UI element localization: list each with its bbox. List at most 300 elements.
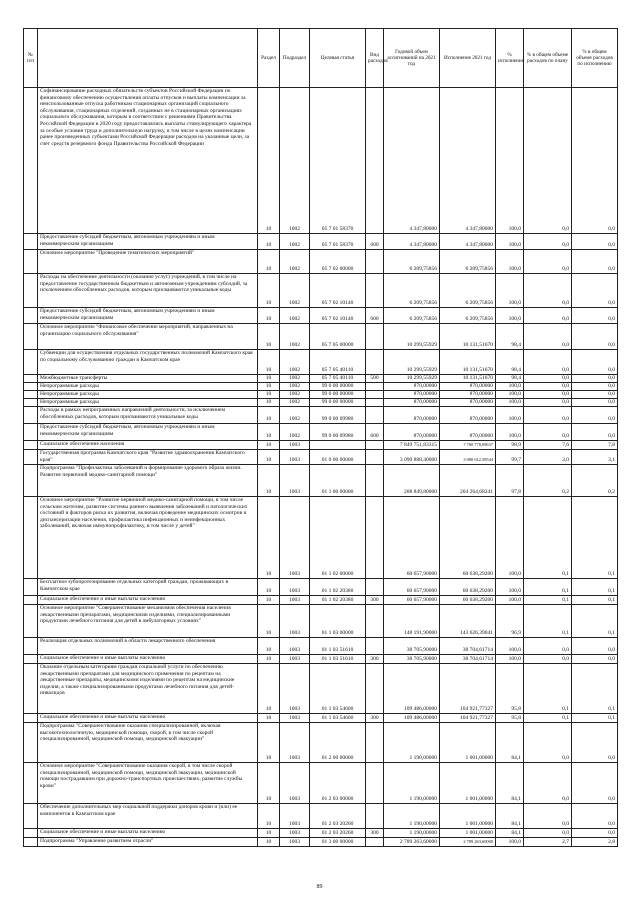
cell-pct: 100,0 [496, 383, 524, 391]
cell-subsection: 1003 [280, 804, 310, 829]
table-row [24, 450, 618, 465]
cell-exp-type [366, 579, 384, 596]
cell-num [24, 407, 38, 424]
cell-subsection: 1003 [280, 441, 310, 450]
header-plan: Годовой объем ассигнований на 2021 год [384, 29, 440, 88]
cell-share-total: 7,6 [524, 441, 572, 450]
cell-target: 05 7 01 58370 [310, 234, 366, 250]
cell-section: 10 [258, 274, 280, 308]
cell-section: 10 [258, 714, 280, 723]
cell-pct: 84,1 [496, 829, 524, 838]
cell-exp-type [366, 465, 384, 497]
cell-name: Предоставление субсидий бюджетным, автономным учреждениям и иным некоммерческим организациям [38, 424, 258, 441]
cell-exp-type [366, 763, 384, 804]
cell-target: 99 0 00 00000 [310, 399, 366, 407]
table-row [24, 605, 618, 638]
cell-pct: 98,4 [496, 375, 524, 383]
table-row [24, 465, 618, 497]
cell-fact: 1 001,00000 [440, 763, 496, 804]
cell-plan: 6 209,75856 [384, 308, 440, 324]
cell-num [24, 234, 38, 250]
cell-num [24, 274, 38, 308]
table-row [24, 838, 618, 847]
cell-target: 05 7 02 10140 [310, 274, 366, 308]
cell-subsection: 1002 [280, 407, 310, 424]
table-row [24, 375, 618, 383]
cell-pct: 100,0 [496, 399, 524, 407]
cell-pct: 95,8 [496, 664, 524, 714]
cell-share-total: 0,0 [524, 375, 572, 383]
cell-exp-type [366, 804, 384, 829]
cell-share-total: 0,0 [524, 350, 572, 375]
cell-plan: 38 705,90000 [384, 638, 440, 655]
cell-exp-type [366, 399, 384, 407]
cell-plan: 4 347,80000 [384, 88, 440, 234]
cell-plan: 2 789 263,60000 [384, 838, 440, 847]
cell-share-exec: 2,8 [572, 838, 618, 847]
cell-share-total: 0,1 [524, 714, 572, 723]
cell-fact: 4 347,80000 [440, 234, 496, 250]
cell-name: Основное мероприятие "Развитие первичной медико-санитарной помощи, в том числе сельским жителям, развитие системы раннего выявления заболеваний и патологических состояний и факторов риска их развития, включая проведение медицинских осмотров и диспансеризации населения, профилактика инфекционных и неинфекционных заболеваний, включая иммунопрофилактику, в том числе у детей" [38, 497, 258, 579]
cell-subsection: 1002 [280, 350, 310, 375]
table-row [24, 655, 618, 664]
cell-target: 05 7 02 00000 [310, 250, 366, 274]
table-row [24, 308, 618, 324]
cell-exp-type [366, 723, 384, 763]
cell-num [24, 383, 38, 391]
cell-exp-type [366, 497, 384, 579]
cell-section: 10 [258, 655, 280, 664]
cell-pct: 98,4 [496, 350, 524, 375]
cell-name: Социальное обеспечение и иные выплаты населению [38, 714, 258, 723]
cell-share-exec: 0,0 [572, 308, 618, 324]
cell-share-exec: 0,1 [572, 605, 618, 638]
cell-fact: 104 921,77327 [440, 664, 496, 714]
cell-num [24, 804, 38, 829]
header-num: № п/п [24, 29, 38, 88]
cell-exp-type [366, 664, 384, 714]
budget-report-page [23, 28, 617, 847]
cell-plan: 148 191,90000 [384, 605, 440, 638]
cell-fact: 2 789 263,60000 [440, 838, 496, 847]
table-row [24, 250, 618, 274]
cell-num [24, 838, 38, 847]
cell-pct: 100,0 [496, 838, 524, 847]
cell-section: 10 [258, 829, 280, 838]
cell-exp-type [366, 605, 384, 638]
cell-exp-type [366, 838, 384, 847]
cell-target: 99 0 00 09980 [310, 407, 366, 424]
cell-share-exec: 7,8 [572, 441, 618, 450]
cell-pct: 100,0 [496, 308, 524, 324]
page-number: 89 [316, 884, 323, 890]
cell-share-total: 0,0 [524, 88, 572, 234]
cell-share-exec: 0,1 [572, 596, 618, 605]
cell-share-exec: 0,0 [572, 88, 618, 234]
table-row [24, 274, 618, 308]
cell-subsection: 1003 [280, 596, 310, 605]
cell-subsection: 1003 [280, 497, 310, 579]
header-subsection: Подраздел [280, 29, 310, 88]
cell-exp-type [366, 324, 384, 350]
cell-share-total: 0,0 [524, 723, 572, 763]
cell-target: 05 7 05 40110 [310, 350, 366, 375]
cell-name: Основное мероприятие "Совершенствование механизмов обеспечения населения лекарственными препаратами, медицинскими изделиями, специализированными продуктами лечебного питания для детей в амбулаторных условиях" [38, 605, 258, 638]
cell-section: 10 [258, 838, 280, 847]
cell-share-total: 0,0 [524, 424, 572, 441]
table-row [24, 350, 618, 375]
cell-subsection: 1002 [280, 250, 310, 274]
cell-pct: 100,0 [496, 88, 524, 234]
cell-section: 10 [258, 804, 280, 829]
cell-subsection: 1002 [280, 399, 310, 407]
cell-target: 01 1 03 51610 [310, 638, 366, 655]
cell-section: 10 [258, 723, 280, 763]
cell-share-exec: 0,0 [572, 399, 618, 407]
cell-name: Непрограммные расходы [38, 383, 258, 391]
cell-share-total: 0,1 [524, 579, 572, 596]
cell-share-exec: 0,0 [572, 350, 618, 375]
cell-num [24, 399, 38, 407]
cell-num [24, 579, 38, 596]
cell-target: 05 7 05 40110 [310, 375, 366, 383]
cell-plan: 10 299,55929 [384, 375, 440, 383]
cell-share-total: 0,0 [524, 829, 572, 838]
cell-plan: 10 299,55929 [384, 350, 440, 375]
cell-share-exec: 0,1 [572, 714, 618, 723]
cell-fact: 7 760 778,09637 [440, 441, 496, 450]
cell-subsection: 1003 [280, 579, 310, 596]
cell-subsection: 1002 [280, 324, 310, 350]
cell-share-total: 0,0 [524, 234, 572, 250]
cell-section: 10 [258, 579, 280, 596]
cell-share-exec: 0,0 [572, 391, 618, 399]
cell-name: Основное мероприятие "Проведение тематических мероприятий" [38, 250, 258, 274]
cell-share-exec: 0,0 [572, 383, 618, 391]
cell-share-exec: 0,1 [572, 664, 618, 714]
cell-subsection: 1003 [280, 450, 310, 465]
cell-num [24, 308, 38, 324]
cell-section: 10 [258, 465, 280, 497]
cell-num [24, 465, 38, 497]
cell-fact: 143 626,39041 [440, 605, 496, 638]
cell-num [24, 638, 38, 655]
cell-name: Обеспечение дополнительных мер социальной поддержки доноров крови и (или) ее компонентов в Камчатском крае [38, 804, 258, 829]
table-row [24, 579, 618, 596]
cell-num [24, 88, 38, 234]
cell-share-exec: 0,0 [572, 804, 618, 829]
cell-section: 10 [258, 88, 280, 234]
cell-pct: 100,0 [496, 250, 524, 274]
cell-num [24, 391, 38, 399]
cell-num [24, 497, 38, 579]
cell-subsection: 1002 [280, 383, 310, 391]
cell-section: 10 [258, 399, 280, 407]
cell-exp-type: 300 [366, 829, 384, 838]
cell-pct: 100,0 [496, 655, 524, 664]
cell-target: 01 3 00 00000 [310, 838, 366, 847]
cell-exp-type [366, 450, 384, 465]
cell-target: 01 1 02 00000 [310, 497, 366, 579]
cell-pct: 100,0 [496, 497, 524, 579]
cell-num [24, 424, 38, 441]
cell-target: 01 1 03 54600 [310, 664, 366, 714]
table-body [24, 88, 618, 847]
cell-exp-type: 500 [366, 375, 384, 383]
cell-share-exec: 0,0 [572, 829, 618, 838]
cell-share-exec: 0,0 [572, 375, 618, 383]
cell-subsection: 1002 [280, 88, 310, 234]
cell-share-exec: 0,2 [572, 465, 618, 497]
cell-pct: 100,0 [496, 407, 524, 424]
cell-pct: 98,4 [496, 324, 524, 350]
cell-share-exec: 0,0 [572, 638, 618, 655]
cell-plan: 870,00000 [384, 383, 440, 391]
table-row [24, 407, 618, 424]
header-pct: % исполнения [496, 29, 524, 88]
cell-exp-type [366, 441, 384, 450]
cell-pct: 99,7 [496, 450, 524, 465]
cell-name: Предоставление субсидий бюджетным, автономным учреждениям и иным некоммерческим организациям [38, 234, 258, 250]
cell-plan: 870,00000 [384, 391, 440, 399]
cell-subsection: 1002 [280, 375, 310, 383]
cell-pct: 100,0 [496, 638, 524, 655]
cell-share-exec: 0,0 [572, 324, 618, 350]
cell-exp-type: 300 [366, 596, 384, 605]
cell-exp-type [366, 383, 384, 391]
header-share-exec: % в общем объеме расходов по исполнению [572, 29, 618, 88]
cell-target: 01 2 03 00000 [310, 763, 366, 804]
cell-num [24, 450, 38, 465]
table-header-row [24, 29, 618, 88]
cell-target [310, 441, 366, 450]
cell-num [24, 324, 38, 350]
cell-pct: 84,1 [496, 723, 524, 763]
cell-exp-type [366, 88, 384, 234]
cell-target: 01 0 00 00000 [310, 450, 366, 465]
table-row [24, 324, 618, 350]
cell-subsection: 1002 [280, 274, 310, 308]
cell-share-exec: 3,1 [572, 450, 618, 465]
cell-section: 10 [258, 391, 280, 399]
cell-share-total: 0,1 [524, 497, 572, 579]
cell-fact: 6 209,75856 [440, 250, 496, 274]
table-row [24, 399, 618, 407]
cell-name: Бесплатное зубопротезирование отдельных категорий граждан, проживающих в Камчатском крае [38, 579, 258, 596]
cell-share-total: 0,2 [524, 465, 572, 497]
cell-subsection: 1003 [280, 829, 310, 838]
cell-subsection: 1003 [280, 838, 310, 847]
cell-fact: 1 001,00000 [440, 804, 496, 829]
cell-name: Подпрограмма "Управление развитием отрасли" [38, 838, 258, 847]
cell-fact: 10 131,51670 [440, 324, 496, 350]
cell-pct: 100,0 [496, 424, 524, 441]
cell-exp-type [366, 391, 384, 399]
cell-plan: 870,00000 [384, 407, 440, 424]
table-row [24, 497, 618, 579]
cell-name: Основное мероприятие "Финансовое обеспечение мероприятий, направленных на организацию социального обслуживания" [38, 324, 258, 350]
header-share-total: % в общем объеме расходов по плану [524, 29, 572, 88]
cell-plan: 7 849 751,83315 [384, 441, 440, 450]
table-row [24, 804, 618, 829]
cell-pct: 84,1 [496, 804, 524, 829]
cell-section: 10 [258, 605, 280, 638]
cell-subsection: 1002 [280, 391, 310, 399]
cell-num [24, 375, 38, 383]
cell-section: 10 [258, 250, 280, 274]
header-name [38, 29, 258, 88]
cell-plan: 1 190,00000 [384, 804, 440, 829]
cell-share-total: 0,0 [524, 383, 572, 391]
cell-share-exec: 0,0 [572, 274, 618, 308]
cell-plan: 870,00000 [384, 424, 440, 441]
cell-num [24, 763, 38, 804]
cell-share-exec: 0,0 [572, 407, 618, 424]
cell-plan: 60 657,90000 [384, 596, 440, 605]
cell-subsection: 1002 [280, 308, 310, 324]
cell-fact: 870,00000 [440, 391, 496, 399]
cell-plan: 6 209,75856 [384, 274, 440, 308]
table-row [24, 638, 618, 655]
cell-target: 01 1 03 54600 [310, 714, 366, 723]
cell-pct: 100,0 [496, 579, 524, 596]
cell-section: 10 [258, 407, 280, 424]
cell-name: Социальное обеспечение и иные выплаты населению [38, 596, 258, 605]
cell-num [24, 350, 38, 375]
cell-plan: 109 486,00000 [384, 664, 440, 714]
cell-num [24, 829, 38, 838]
budget-table [23, 28, 618, 847]
cell-target: 99 0 00 00000 [310, 383, 366, 391]
cell-fact: 38 704,61714 [440, 638, 496, 655]
cell-fact: 870,00000 [440, 383, 496, 391]
table-row [24, 596, 618, 605]
cell-share-exec: 0,1 [572, 497, 618, 579]
cell-pct: 100,0 [496, 391, 524, 399]
cell-share-exec: 0,0 [572, 424, 618, 441]
cell-share-exec: 0,0 [572, 655, 618, 664]
cell-plan: 1 190,00000 [384, 763, 440, 804]
cell-fact: 60 638,29200 [440, 596, 496, 605]
cell-plan: 4 347,80000 [384, 234, 440, 250]
cell-pct: 100,0 [496, 234, 524, 250]
cell-target: 01 1 02 20380 [310, 579, 366, 596]
cell-plan: 1 190,00000 [384, 723, 440, 763]
cell-section: 10 [258, 350, 280, 375]
table-row [24, 763, 618, 804]
cell-share-total: 0,1 [524, 596, 572, 605]
cell-share-total: 0,0 [524, 407, 572, 424]
cell-exp-type [366, 274, 384, 308]
cell-subsection: 1003 [280, 605, 310, 638]
cell-subsection: 1003 [280, 763, 310, 804]
cell-share-total: 0,0 [524, 250, 572, 274]
cell-name: Социальное обеспечение и иные выплаты населению [38, 829, 258, 838]
cell-share-total: 0,0 [524, 399, 572, 407]
header-exp-type: Вид расходов [366, 29, 384, 88]
cell-plan: 6 209,75856 [384, 250, 440, 274]
table-row [24, 829, 618, 838]
cell-pct: 84,1 [496, 763, 524, 804]
cell-name: Реализация отдельных полномочий в области лекарственного обеспечения [38, 638, 258, 655]
cell-target: 01 1 03 51610 [310, 655, 366, 664]
header-section: Раздел [258, 29, 280, 88]
cell-fact: 1 001,00000 [440, 829, 496, 838]
cell-subsection: 1003 [280, 723, 310, 763]
cell-section: 10 [258, 497, 280, 579]
cell-section: 10 [258, 596, 280, 605]
cell-exp-type [366, 250, 384, 274]
cell-fact: 38 704,61714 [440, 655, 496, 664]
cell-num [24, 723, 38, 763]
cell-fact: 104 921,77327 [440, 714, 496, 723]
cell-section: 10 [258, 234, 280, 250]
cell-plan: 60 657,90000 [384, 497, 440, 579]
cell-share-exec: 0,0 [572, 234, 618, 250]
cell-fact: 10 131,51670 [440, 350, 496, 375]
cell-fact: 870,00000 [440, 424, 496, 441]
cell-subsection: 1002 [280, 234, 310, 250]
cell-target: 01 2 00 00000 [310, 723, 366, 763]
cell-target: 01 1 00 00000 [310, 465, 366, 497]
cell-fact: 3 080 612,58544 [440, 450, 496, 465]
cell-pct: 98,9 [496, 441, 524, 450]
cell-target: 01 2 03 20260 [310, 804, 366, 829]
cell-plan: 10 299,55929 [384, 324, 440, 350]
cell-name: Расходы на обеспечение деятельности (оказание услуг) учреждений, в том числе на предоставление государственным бюджетным и автономным учреждениям субсидий, за исключением обособленных расходов, которым присваиваются уникальные коды [38, 274, 258, 308]
cell-name: Подпрограмма "Совершенствование оказания специализированной, включая высокотехнологичную, медицинской помощи, скорой, в том числе скорой специализированной, медицинской помощи, медицинской эвакуации" [38, 723, 258, 763]
table-row [24, 664, 618, 714]
cell-name: Межбюджетные трансферты [38, 375, 258, 383]
cell-pct: 100,0 [496, 596, 524, 605]
cell-name: Подпрограмма "Профилактика заболеваний и формирование здорового образа жизни. Развитие первичной медико-санитарной помощи" [38, 465, 258, 497]
cell-fact: 60 638,29200 [440, 579, 496, 596]
cell-plan: 109 486,00000 [384, 714, 440, 723]
cell-target: 01 1 03 00000 [310, 605, 366, 638]
cell-name: Предоставление субсидий бюджетным, автономным учреждениям и иным некоммерческим организациям [38, 308, 258, 324]
cell-share-total: 0,1 [524, 605, 572, 638]
cell-name: Основное мероприятие "Совершенствование оказания скорой, в том числе скорой специализированной, медицинской помощи, медицинской эвакуации, медицинской помощи пострадавшим при дорожно-транспортных происшествиях, развитие службы крови" [38, 763, 258, 804]
cell-num [24, 714, 38, 723]
table-row [24, 383, 618, 391]
cell-subsection: 1003 [280, 714, 310, 723]
cell-exp-type: 600 [366, 424, 384, 441]
cell-fact: 6 209,75856 [440, 308, 496, 324]
cell-plan: 1 190,00000 [384, 829, 440, 838]
cell-fact: 6 209,75856 [440, 274, 496, 308]
cell-share-total: 0,0 [524, 655, 572, 664]
cell-share-total: 0,1 [524, 664, 572, 714]
cell-name: Непрограммные расходы [38, 399, 258, 407]
cell-section: 10 [258, 763, 280, 804]
cell-plan: 870,00000 [384, 399, 440, 407]
cell-plan: 3 090 888,40000 [384, 450, 440, 465]
cell-exp-type: 300 [366, 714, 384, 723]
cell-section: 10 [258, 450, 280, 465]
cell-name: Расходы в рамках непрограммных направлений деятельности, за исключением обособленных расходов, которым присваиваются уникальные коды [38, 407, 258, 424]
cell-exp-type: 600 [366, 234, 384, 250]
cell-name: Социальное обеспечение и иные выплаты населению [38, 655, 258, 664]
cell-name: Субвенции для осуществления отдельных государственных полномочий Камчатского края по социальному обслуживанию граждан в Камчатском крае [38, 350, 258, 375]
cell-share-total: 0,0 [524, 308, 572, 324]
cell-target: 05 7 01 58370 [310, 88, 366, 234]
cell-fact: 4 347,80000 [440, 88, 496, 234]
cell-subsection: 1003 [280, 638, 310, 655]
cell-share-total: 0,0 [524, 324, 572, 350]
cell-target: 05 7 02 10140 [310, 308, 366, 324]
cell-exp-type [366, 638, 384, 655]
cell-share-exec: 0,0 [572, 763, 618, 804]
